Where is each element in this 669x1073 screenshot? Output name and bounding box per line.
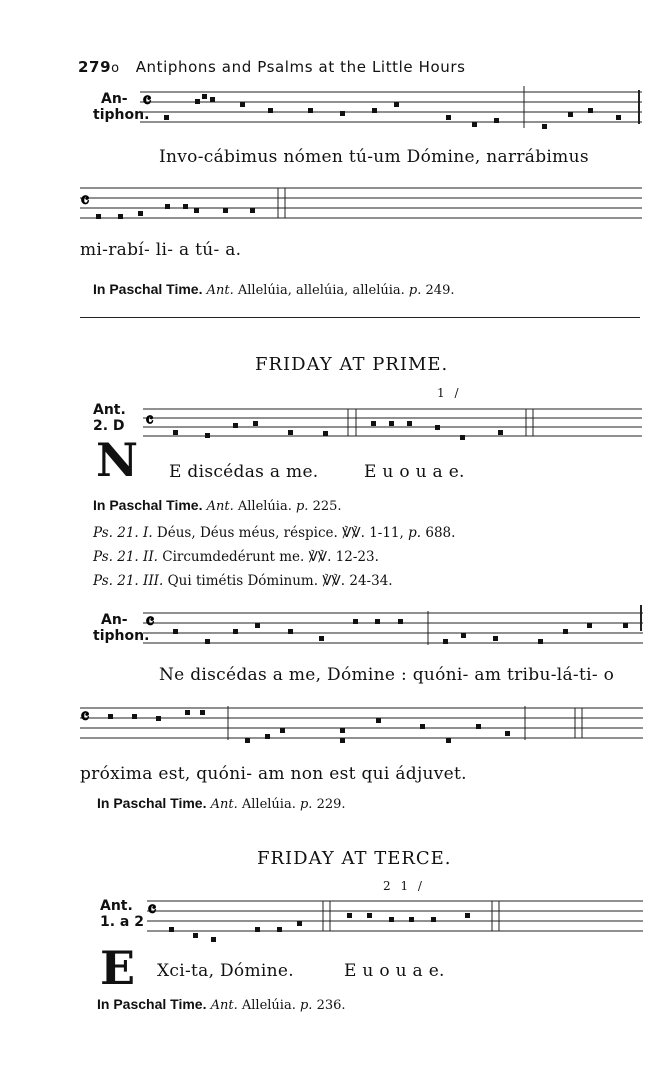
page-abbr: p.	[295, 499, 309, 514]
clef-icon: 𝄴	[145, 609, 155, 635]
psalm-incipit: Circumdedérunt me.	[162, 549, 305, 565]
drop-initial: N	[96, 433, 139, 487]
psalm-verses: ℣℣. 12-23.	[308, 549, 379, 565]
ant-abbr: Ant.	[206, 283, 234, 298]
section-title: FRIDAY AT TERCE.	[257, 848, 452, 869]
page-title: Antiphons and Psalms at the Little Hours	[135, 58, 466, 76]
label-line: Ant.	[93, 402, 126, 418]
clef-icon: 𝄴	[145, 408, 154, 432]
paschal-note	[93, 497, 342, 514]
paschal-text: Allelúia.	[241, 797, 296, 812]
paschal-note	[97, 795, 346, 812]
antiphon-label	[93, 612, 149, 644]
lyrics-line: Invo-cábimus nómen tú-um Dómine, narrábimus	[159, 147, 589, 167]
paschal-text: Allelúia.	[237, 499, 292, 514]
antiphon-label	[100, 898, 144, 930]
label-line: tiphon.	[93, 107, 150, 123]
lyrics-line: mi-rabí- li- a tú- a.	[80, 240, 242, 260]
clef-icon: 𝄴	[142, 88, 152, 114]
page-abbr: p.	[408, 283, 422, 298]
chant-staff	[80, 180, 642, 226]
psalm-num: III.	[143, 573, 164, 589]
chant-staff	[147, 893, 643, 945]
paschal-label: In Paschal Time.	[97, 795, 207, 811]
euouae: E u o u a e.	[344, 961, 445, 981]
drop-initial: E	[100, 941, 136, 995]
mode-number: 2 1	[383, 879, 412, 893]
running-header	[78, 58, 466, 76]
page-ref: 249.	[425, 283, 455, 298]
paschal-label: In Paschal Time.	[93, 281, 203, 297]
psalm-num: I.	[143, 525, 153, 541]
page-number: 279	[78, 58, 112, 76]
psalm-ref: Ps. 21.	[93, 573, 139, 589]
paschal-label: In Paschal Time.	[97, 996, 207, 1012]
label-line: An-	[101, 612, 128, 628]
lyrics-line: E discédas a me.	[169, 462, 319, 482]
psalm-line	[93, 573, 393, 589]
page-abbr: p.	[299, 797, 313, 812]
psalm-num: II.	[143, 549, 158, 565]
page-abbr: p.	[299, 998, 313, 1013]
euouae: E u o u a e.	[364, 462, 465, 482]
lyrics-line: Xci-ta, Dómine.	[157, 961, 294, 981]
clef-icon: 𝄴	[147, 897, 157, 923]
ant-abbr: Ant.	[210, 797, 238, 812]
psalm-line	[93, 525, 455, 541]
label-line: Ant.	[100, 898, 133, 914]
mode-mark: 1 /	[437, 386, 462, 400]
paschal-text: Allelúia, allelúia, allelúia.	[237, 283, 405, 298]
mode-mark: 2 1 /	[383, 879, 425, 893]
chant-staff	[143, 605, 643, 653]
page-separator: o	[111, 61, 120, 76]
clef-icon: 𝄴	[80, 188, 90, 214]
chant-staff	[80, 700, 643, 752]
psalm-incipit: Qui timétis Dóminum.	[167, 573, 319, 589]
psalm-verses: ℣℣. 24-34.	[322, 573, 393, 589]
chant-staff	[143, 403, 642, 445]
page-ref: 229.	[316, 797, 346, 812]
lyrics-line: próxima est, quóni- am non est qui ádjuvet.	[80, 764, 467, 784]
psalm-line	[93, 549, 379, 565]
psalm-verses: ℣℣. 1-11,	[342, 525, 404, 541]
psalm-incipit: Déus, Déus méus, réspice.	[156, 525, 338, 541]
lyrics-line: Ne discédas a me, Dómine : quóni- am tribu-lá-ti- o	[159, 665, 615, 685]
clef-icon: 𝄴	[80, 704, 90, 730]
ant-abbr: Ant.	[210, 998, 238, 1013]
paschal-label: In Paschal Time.	[93, 497, 203, 513]
antiphon-label	[93, 402, 126, 434]
section-divider	[80, 317, 640, 318]
paschal-note	[93, 281, 454, 298]
psalm-ref: Ps. 21.	[93, 549, 139, 565]
label-line: 1. a 2	[100, 914, 144, 930]
ant-abbr: Ant.	[206, 499, 234, 514]
section-title: FRIDAY AT PRIME.	[255, 354, 449, 375]
label-line: 2. D	[93, 418, 125, 434]
page-ref: 236.	[316, 998, 346, 1013]
page-abbr: p.	[408, 525, 422, 541]
label-line: tiphon.	[93, 628, 150, 644]
mode-number: 1	[437, 386, 448, 400]
label-line: An-	[101, 91, 128, 107]
chant-staff	[140, 84, 642, 134]
paschal-text: Allelúia.	[241, 998, 296, 1013]
paschal-note	[97, 996, 346, 1013]
page-ref: 688.	[425, 525, 456, 541]
page-ref: 225.	[312, 499, 342, 514]
psalm-ref: Ps. 21.	[93, 525, 139, 541]
